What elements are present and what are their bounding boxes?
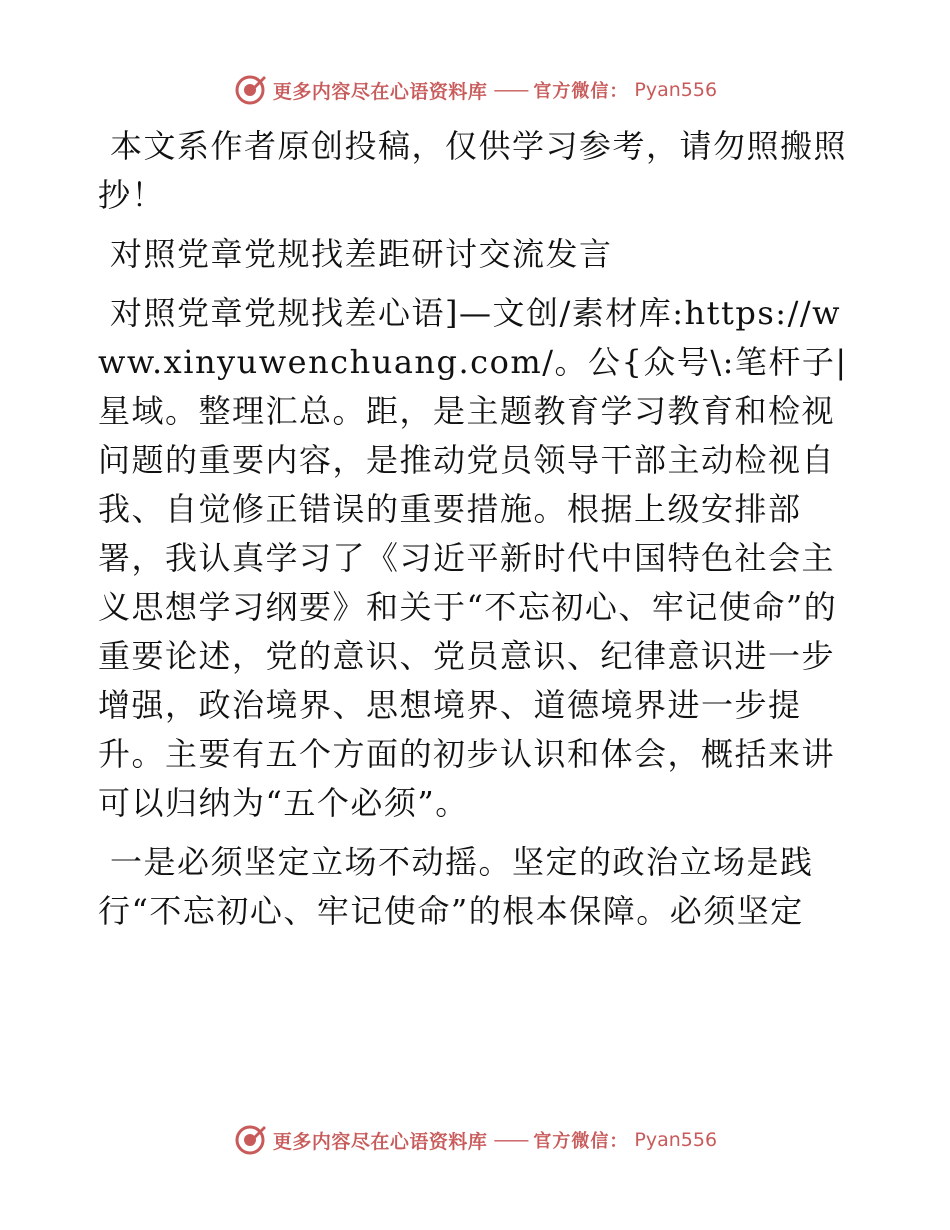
- footer-wechat-label: 官方微信：: [533, 1131, 629, 1152]
- footer-watermark-banner: [0, 1120, 950, 1160]
- header-wechat-label: 官方微信：: [533, 81, 629, 102]
- header-watermark-banner: [0, 70, 950, 110]
- body-paragraph-text: 对照党章党规找差心语]—文创/素材库:https://www.xinyuwenchuang.com/。公{众号\:笔杆子|星域。整理汇总。距，是主题教育学习教育和检视问题的重要内容，是推动党员领导干部主动检视自我、自觉修正错误的重要措施。根据上级安排部署，我认真学习了《习近平新时代中国特色社会主义思想学习纲要》和关于“不忘初心、牢记使命”的重要论述，党的意识、党员意识、纪律意识进一步增强，政治境界、思想境界、道德境界进一步提升。主要有五个方面的初步认识和体会，概括来讲可以归纳为“五个必须”。: [98, 294, 848, 822]
- footer-wechat-id: Pyan556: [634, 1129, 718, 1151]
- copyright-notice-text: 本文系作者原创投稿，仅供学习参考，请勿照搬照抄！: [98, 127, 848, 214]
- header-brand-text: 更多内容尽在心语资料库: [272, 80, 488, 103]
- document-body: [98, 122, 858, 946]
- header-wechat-id: Pyan556: [634, 79, 718, 101]
- brush-logo-icon: [233, 1123, 267, 1157]
- copyright-notice: [98, 122, 858, 220]
- body-paragraph: [98, 289, 858, 828]
- brush-logo-icon: [233, 73, 267, 107]
- footer-dash: ——: [493, 1129, 528, 1151]
- point-one-text: 一是必须坚定立场不动摇。坚定的政治立场是践行“不忘初心、牢记使命”的根本保障。必须坚定: [98, 843, 814, 930]
- point-one-paragraph: [98, 838, 858, 936]
- document-title: [98, 230, 858, 279]
- document-title-text: 对照党章党规找差距研讨交流发言: [110, 235, 613, 273]
- header-dash: ——: [493, 79, 528, 101]
- footer-brand-text: 更多内容尽在心语资料库: [272, 1130, 488, 1153]
